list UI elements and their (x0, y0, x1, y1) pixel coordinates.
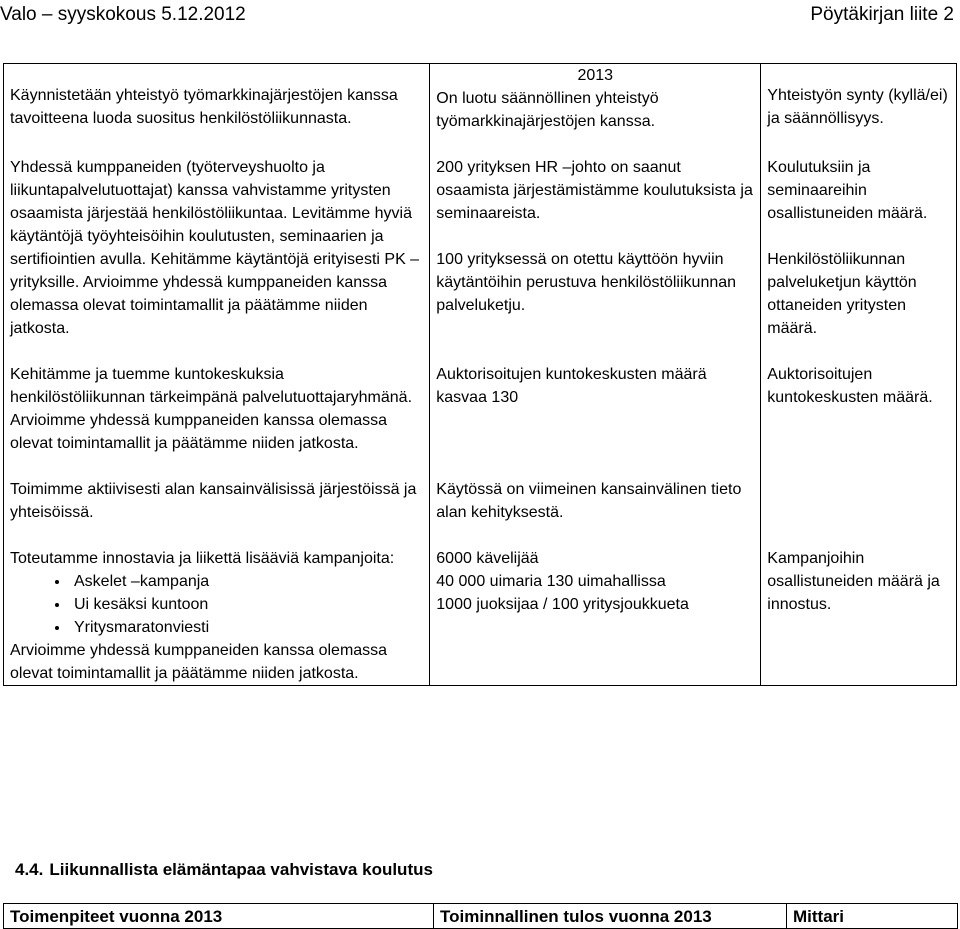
column-header-measures: Toimenpiteet vuonna 2013 (4, 904, 434, 929)
section-heading (15, 860, 433, 880)
table-row (4, 363, 957, 478)
result-line: 40 000 uimaria 130 uimahallissa (436, 573, 666, 590)
campaign-list (10, 570, 423, 639)
table-row (4, 547, 957, 686)
table-header-row (4, 904, 958, 929)
campaign-outro: Arvioimme yhdessä kumppaneiden kanssa olemassa olevat toimintamallit ja päätämme niiden jatkosta. (10, 642, 388, 682)
section-number: 4.4. (15, 860, 44, 879)
measure-text: Yhdessä kumppaneiden (työterveyshuolto ja liikuntapalvelutuottajat) kanssa vahvistamme yritysten osaamista järjestää henkilöstöliikuntaa. Levitämme hyviä käytäntöjä työyhteisöihin koulutusten, seminaarien ja sertifiointien avulla. Kehitämme käytäntöjä erityisesti PK –yrityksille. Arvioimme yhdessä kumppaneiden kanssa olemassa olevat toimintamallit ja päätämme niiden jatkosta. (10, 159, 420, 337)
section-title-text: Liikunnallista elämäntapaa vahvistava koulutus (49, 860, 433, 879)
table-row (4, 64, 957, 157)
campaign-intro: Toteutamme innostavia ja liikettä lisääviä kampanjoita: (10, 550, 395, 567)
year-label: 2013 (577, 67, 614, 84)
indicator-cell (761, 478, 957, 547)
result-text: 200 yrityksen HR –johto on saanut osaamista järjestämistämme koulutuksista ja seminaareista. (436, 159, 753, 222)
next-section-table-header (3, 903, 958, 929)
indicator-cell (761, 64, 957, 157)
indicator-cell (761, 156, 957, 363)
measure-cell (4, 478, 430, 547)
result-text: Auktorisoitujen kuntokeskusten määrä kasvaa 130 (436, 366, 707, 406)
goals-table (3, 63, 957, 686)
document-header-title: Valo – syyskokous 5.12.2012 (0, 4, 246, 25)
result-text: 100 yrityksessä on otettu käyttöön hyviin käytäntöihin perustuva henkilöstöliikunnan palveluketju. (436, 251, 737, 314)
indicator-cell (761, 363, 957, 478)
list-item: • Yritysmaratonviesti (70, 616, 423, 639)
result-line: 1000 juoksijaa / 100 yritysjoukkueta (436, 596, 689, 613)
result-cell (430, 64, 761, 157)
result-cell (430, 478, 761, 547)
column-header-results: Toiminnallinen tulos vuonna 2013 (434, 904, 787, 929)
measure-cell (4, 363, 430, 478)
document-header-appendix: Pöytäkirjan liite 2 (810, 4, 954, 25)
table-row (4, 156, 957, 363)
result-cell (430, 547, 761, 686)
measure-text: Kehitämme ja tuemme kuntokeskuksia henkilöstöliikunnan tärkeimpänä palvelutuottajaryhmänä. Arvioimme yhdessä kumppaneiden kanssa olemassa olevat toimintamallit ja päätämme niiden jatkosta. (10, 366, 413, 452)
indicator-text: Kampanjoihin osallistuneiden määrä ja innostus. (767, 550, 940, 613)
list-item: • Ui kesäksi kuntoon (70, 593, 423, 616)
column-header-indicator: Mittari (787, 904, 958, 929)
indicator-text: Henkilöstöliikunnan palveluketjun käyttön ottaneiden yritysten määrä. (767, 251, 917, 337)
indicator-text: Yhteistyön synty (kyllä/ei) ja säännöllisyys. (767, 87, 948, 127)
list-item: • Askelet –kampanja (70, 570, 423, 593)
result-cell (430, 156, 761, 363)
result-text: On luotu säännöllinen yhteistyö työmarkkinajärjestöjen kanssa. (436, 90, 659, 130)
table-row (4, 478, 957, 547)
indicator-text: Koulutuksiin ja seminaareihin osallistuneiden määrä. (767, 159, 928, 222)
indicator-text: Auktorisoitujen kuntokeskusten määrä. (767, 366, 933, 406)
measure-text: Käynnistetään yhteistyö työmarkkinajärjestöjen kanssa tavoitteena luoda suositus henkilöstöliikunnasta. (10, 87, 398, 127)
result-cell (430, 363, 761, 478)
measure-cell (4, 547, 430, 686)
measure-cell (4, 156, 430, 363)
measure-cell (4, 64, 430, 157)
indicator-cell (761, 547, 957, 686)
result-text: Käytössä on viimeinen kansainvälinen tieto alan kehityksestä. (436, 481, 742, 521)
result-line: 6000 kävelijää (436, 550, 539, 567)
measure-text: Toimimme aktiivisesti alan kansainvälisissä järjestöissä ja yhteisöissä. (10, 481, 417, 521)
